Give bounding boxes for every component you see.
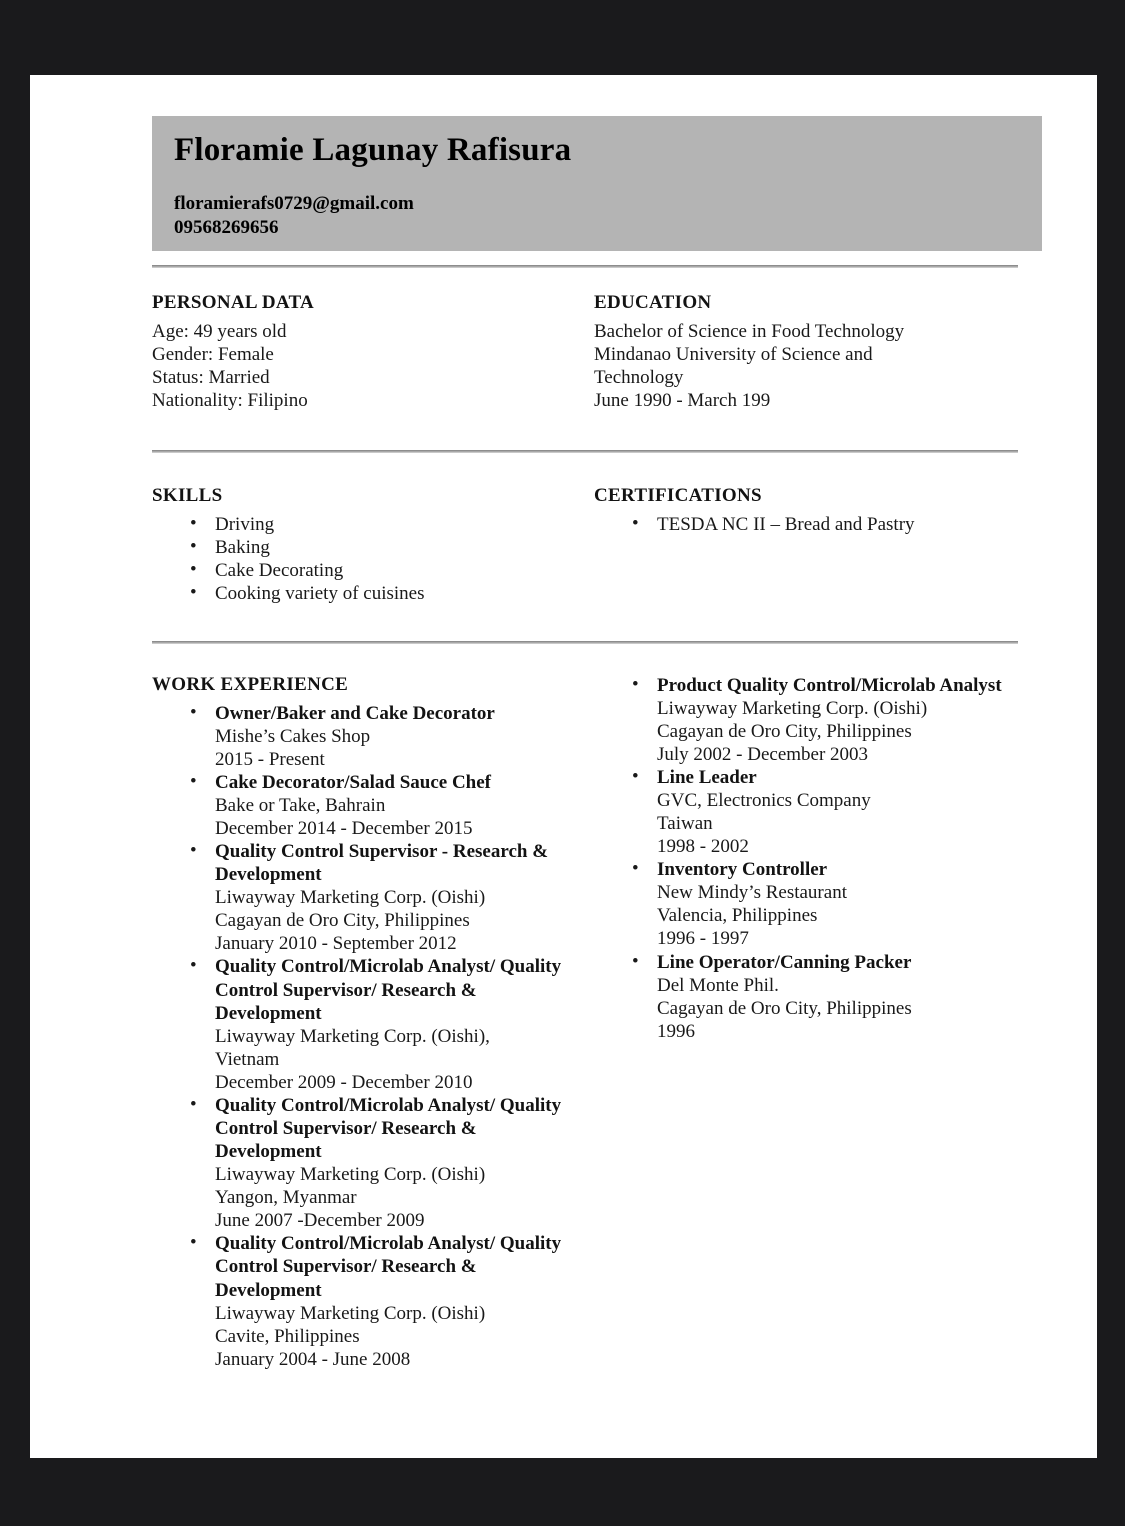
job-role: • Quality Control/Microlab Analyst/ Quality Control Supervisor/ Research & Development <box>215 1233 562 1301</box>
job-role: • Product Quality Control/Microlab Analyst <box>657 674 1002 696</box>
certifications-list <box>594 513 1042 536</box>
divider-skills <box>152 641 1018 644</box>
skills-list <box>152 513 584 605</box>
job-company: Liwayway Marketing Corp. (Oishi), <box>215 1025 490 1047</box>
section-heading-education: EDUCATION <box>594 291 712 313</box>
divider-personal <box>152 450 1018 453</box>
job-location: Cagayan de Oro City, Philippines <box>657 720 912 742</box>
job-company: GVC, Electronics Company <box>657 789 871 811</box>
education-column <box>594 292 1042 413</box>
list-item <box>152 536 584 559</box>
list-item <box>152 582 584 605</box>
list-item <box>152 559 584 582</box>
job-location: Taiwan <box>657 813 713 835</box>
section-heading-personal-data: PERSONAL DATA <box>152 291 315 313</box>
education-degree: Bachelor of Science in Food Technology <box>594 320 905 342</box>
certifications-column <box>594 485 1042 605</box>
work-entry <box>152 1232 584 1370</box>
job-dates: June 2007 -December 2009 <box>215 1210 425 1232</box>
resume-page <box>30 75 1097 1458</box>
job-role: • Inventory Controller <box>657 859 828 881</box>
personal-data-age: Age: 49 years old <box>152 320 287 342</box>
work-entry <box>594 766 1042 858</box>
job-dates: 1996 <box>657 1020 695 1042</box>
work-experience-right-column <box>594 674 1042 1371</box>
work-entry <box>152 1094 584 1232</box>
skill-label: Cake Decorating <box>215 560 344 582</box>
job-dates: 2015 - Present <box>215 748 325 770</box>
job-location: Cagayan de Oro City, Philippines <box>657 997 912 1019</box>
work-experience-section <box>152 674 1042 1371</box>
section-heading-certifications: CERTIFICATIONS <box>594 485 762 507</box>
job-company: Liwayway Marketing Corp. (Oishi) <box>215 1302 486 1324</box>
divider-header <box>152 265 1018 268</box>
job-company: Liwayway Marketing Corp. (Oishi) <box>215 887 486 909</box>
job-dates: January 2004 - June 2008 <box>215 1348 411 1370</box>
education-school-1: Mindanao University of Science and <box>594 343 873 365</box>
work-entry <box>594 858 1042 950</box>
work-entry <box>594 951 1042 1043</box>
job-dates: 1996 - 1997 <box>657 928 749 950</box>
list-item <box>594 513 1042 536</box>
job-role: • Quality Control Supervisor - Research & Development <box>215 841 549 886</box>
job-company: Liwayway Marketing Corp. (Oishi) <box>215 1164 486 1186</box>
skills-column <box>152 485 594 605</box>
work-entry <box>152 840 584 955</box>
job-role: • Line Leader <box>657 766 757 788</box>
work-entry <box>152 771 584 840</box>
section-heading-skills: SKILLS <box>152 485 223 507</box>
personal-data-nationality: Nationality: Filipino <box>152 390 308 412</box>
section-heading-work-experience: WORK EXPERIENCE <box>152 673 349 695</box>
work-entry <box>594 674 1042 766</box>
job-role: • Quality Control/Microlab Analyst/ Quality Control Supervisor/ Research & Development <box>215 956 562 1024</box>
job-location: Yangon, Myanmar <box>215 1187 357 1209</box>
work-experience-list-right <box>594 674 1042 1043</box>
skill-label: Cooking variety of cuisines <box>215 583 425 605</box>
job-dates: July 2002 - December 2003 <box>657 743 869 765</box>
resume-header <box>152 116 1042 251</box>
work-experience-left-column <box>152 674 594 1371</box>
job-dates: December 2009 - December 2010 <box>215 1071 473 1093</box>
skills-certifications-section <box>152 485 1042 605</box>
job-company: Bake or Take, Bahrain <box>215 794 386 816</box>
job-dates: January 2010 - September 2012 <box>215 933 457 955</box>
job-company: Del Monte Phil. <box>657 974 779 996</box>
job-location: Cagayan de Oro City, Philippines <box>215 910 470 932</box>
education-dates: June 1990 - March 199 <box>594 390 771 412</box>
job-role: • Quality Control/Microlab Analyst/ Quality Control Supervisor/ Research & Development <box>215 1094 562 1163</box>
job-dates: 1998 - 2002 <box>657 836 749 858</box>
certification-label: TESDA NC II – Bread and Pastry <box>657 514 915 536</box>
job-dates: December 2014 - December 2015 <box>215 817 473 839</box>
job-company: Liwayway Marketing Corp. (Oishi) <box>657 697 928 719</box>
job-company: New Mindy’s Restaurant <box>657 882 847 904</box>
skill-label: Baking <box>215 537 270 559</box>
contact-phone: 09568269656 <box>174 217 279 239</box>
resume-content <box>152 116 1042 1371</box>
skill-label: Driving <box>215 514 275 536</box>
personal-data-column <box>152 292 594 413</box>
work-experience-list-left <box>152 702 584 1371</box>
education-school-2: Technology <box>594 366 684 388</box>
work-entry <box>152 702 584 771</box>
personal-data-status: Status: Married <box>152 366 270 388</box>
job-location: Vietnam <box>215 1048 280 1070</box>
job-location: Valencia, Philippines <box>657 905 818 927</box>
work-entry <box>152 955 584 1093</box>
job-location: Cavite, Philippines <box>215 1325 360 1347</box>
page-title: Floramie Lagunay Rafisura <box>174 132 572 168</box>
job-role: • Line Operator/Canning Packer <box>657 951 912 973</box>
job-company: Mishe’s Cakes Shop <box>215 725 371 747</box>
job-role: • Cake Decorator/Salad Sauce Chef <box>215 771 491 793</box>
contact-email: floramierafs0729@gmail.com <box>174 192 414 214</box>
list-item <box>152 513 584 536</box>
personal-data-gender: Gender: Female <box>152 343 274 365</box>
job-role: • Owner/Baker and Cake Decorator <box>215 702 495 724</box>
personal-education-section <box>152 292 1042 413</box>
